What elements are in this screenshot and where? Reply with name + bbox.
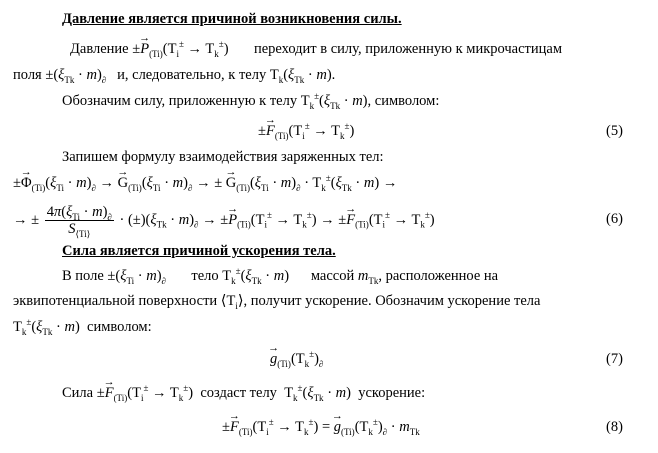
equation-6-line-2: → ± $\frac{4\pi(\xi_{Ti} \cdot m)_\partial}{S_{⟨Ti⟩}}$ · $(\pm)(\xi_{Tk} \cdot m)_\partial$ → ±→ $P_{(Ti)}(T_i^\pm \to T_k^\pm)$ → ±→ $F_{(Ti)}(T_i^\pm \to T_k^\pm)$ (13, 204, 435, 237)
paragraph-4-line-1: В поле $\pm(\xi_{Ti} \cdot m)_\partial$ тело $T_k^\pm(\xi_{Tk} \cdot m)$ массой $m_{Tk}$, расположенное на (62, 266, 499, 286)
paragraph-4-line-2: эквипотенциальной поверхности $⟨T_i⟩$, получит ускорение. Обозначим ускорение тела (13, 293, 541, 311)
paragraph-5: Сила ±→ $F_{(Ti)}(T_i^\pm \to T_k^\pm)$ создаст телу $T_k^\pm(\xi_{Tk} \cdot m)$ ускорение: (62, 384, 425, 402)
text-symbol: , символом: (367, 93, 440, 109)
paragraph-1-line-2: поля $\pm(\xi_{Tk} \cdot m)_\partial$ и, следовательно, к телу $T_k(\xi_{Tk} \cdot m)$. (13, 67, 336, 85)
text-body: тело (191, 268, 219, 284)
equation-5-number: (5) (606, 123, 623, 139)
paragraph-1-line-1: Давление ±→ $P_{(Ti)}(T_i^\pm \to T_k^\pm)$ переходит в силу, приложенную к микрочастицам (70, 40, 562, 58)
text-equipotential: эквипотенциальной поверхности (13, 293, 218, 309)
text-mass: массой (310, 268, 355, 284)
equation-5: ±→ $F_{(Ti)}(T_i^\pm \to T_k^\pm)$ (258, 122, 354, 140)
equation-8: ±→ $F_{(Ti)}(T_i^\pm \to T_k^\pm)$ = → $g_{(Ti)}(T_k^\pm)_\partial \cdot m_{Tk}$ (222, 418, 420, 436)
text-located: , расположенное на (378, 268, 499, 284)
text-creates: создаст телу (200, 385, 277, 401)
heading-pressure: Давление является причиной возникновения силы. (62, 11, 402, 27)
text-acceleration-2: ускорение: (358, 385, 426, 401)
paragraph-4-line-3: $T_k^\pm(\xi_{Tk} \cdot m)$ символом: (13, 317, 152, 337)
heading-force: Сила является причиной ускорения тела. (62, 243, 336, 259)
text-in-field: В поле (62, 268, 104, 284)
text-consequently: и, следовательно, к телу (117, 67, 267, 83)
equation-8-number: (8) (606, 419, 623, 435)
paragraph-3: Запишем формулу взаимодействия заряженных тел: (62, 149, 384, 165)
equation-7-number: (7) (606, 351, 623, 367)
text-force: Сила (62, 385, 94, 401)
text-pressure: Давление (70, 41, 129, 57)
paragraph-2: Обозначим силу, приложенную к телу $T_k^\pm(\xi_{Tk} \cdot m)$, символом: (62, 91, 440, 111)
equation-6-line-1: ±→ $\Phi_{(Ti)}(\xi_{Ti} \cdot m)_\partial$ → → $G_{(Ti)}(\xi_{Ti} \cdot m)_\partial$ → ± → $G_{(Ti)}(\xi_{Ti} \cdot m)_\partial \cdot T_k^\pm(\xi_{Tk} \cdot m)$ → (13, 174, 397, 192)
text-symbol-2: символом: (87, 319, 152, 335)
text-field: поля (13, 67, 42, 83)
text-transforms: переходит в силу, приложенную к микрочастицам (253, 41, 562, 57)
equation-6-number: (6) (606, 211, 623, 227)
text-acceleration: , получит ускорение. Обозначим ускорение тела (243, 293, 541, 309)
text-denote-force: Обозначим силу, приложенную к телу (62, 93, 298, 109)
equation-7: → $g_{(Ti)}(T_k^\pm)_\partial$ (270, 350, 323, 368)
